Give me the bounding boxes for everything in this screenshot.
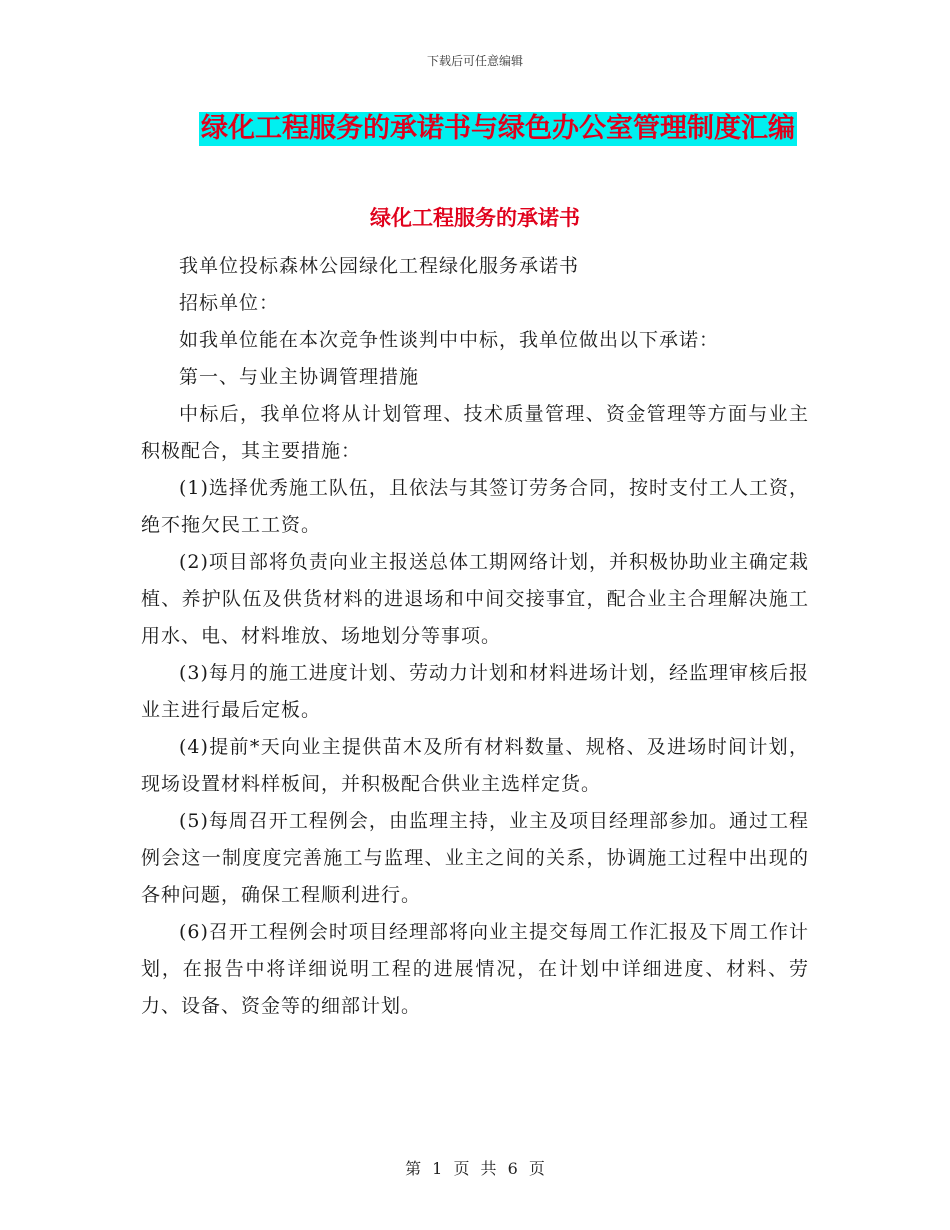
paragraph: (5)每周召开工程例会，由监理主持，业主及项目经理部参加。通过工程例会这一制度度完善施工与监理、业主之间的关系，协调施工过程中出现的各种问题，确保工程顺利进行。 [141, 810, 809, 906]
section-title: 绿化工程服务的承诺书 [370, 206, 580, 230]
paragraph: 招标单位： [179, 292, 280, 314]
document-body [141, 248, 809, 1025]
paragraph: (6)召开工程例会时项目经理部将向业主提交每周工作汇报及下周工作计划，在报告中将详细说明工程的进展情况，在计划中详细进度、材料、劳力、设备、资金等的细部计划。 [141, 921, 809, 1017]
paragraph: 我单位投标森林公园绿化工程绿化服务承诺书 [179, 255, 580, 277]
paragraph: (4)提前*天向业主提供苗木及所有材料数量、规格、及进场时间计划，现场设置材料样板间，并积极配合供业主选样定货。 [141, 736, 809, 795]
paragraph: 中标后，我单位将从计划管理、技术质量管理、资金管理等方面与业主积极配合，其主要措施： [141, 403, 809, 462]
document-title-container [0, 112, 950, 146]
paragraph: (3)每月的施工进度计划、劳动力计划和材料进场计划，经监理审核后报业主进行最后定板。 [141, 662, 809, 721]
paragraph: 如我单位能在本次竞争性谈判中中标，我单位做出以下承诺： [179, 329, 720, 351]
paragraph: (1)选择优秀施工队伍，且依法与其签订劳务合同，按时支付工人工资，绝不拖欠民工工资。 [141, 477, 809, 536]
document-title: 绿化工程服务的承诺书与绿色办公室管理制度汇编 [201, 113, 795, 144]
paragraph: 第一、与业主协调管理措施 [179, 366, 420, 388]
paragraph: (2)项目部将负责向业主报送总体工期网络计划，并积极协助业主确定栽植、养护队伍及供货材料的进退场和中间交接事宜，配合业主合理解决施工用水、电、材料堆放、场地划分等事项。 [141, 551, 809, 647]
page-header-note: 下载后可任意编辑 [426, 54, 523, 68]
page-number: 第 1 页 共 6 页 [405, 1159, 545, 1178]
